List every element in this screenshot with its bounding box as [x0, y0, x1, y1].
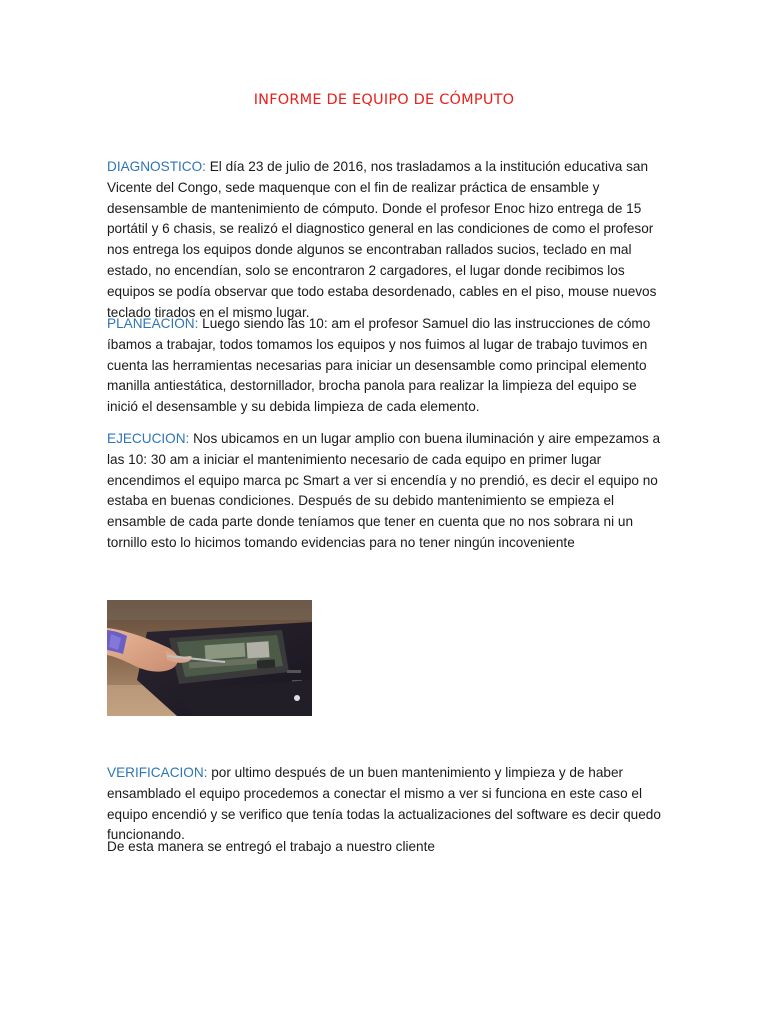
laptop-repair-photo: [107, 600, 312, 716]
cierre-paragraph: [107, 837, 667, 858]
planeacion-text: Luego siendo las 10: am el profesor Samuel dio las instrucciones de cómo íbamos a trabajar, todos tomamos los equipos y nos fuimos al lugar de trabajo tuvimos en cuenta las herramientas necesarias para iniciar un desensamble como principal elemento manilla antiestática, destornillador, brocha panola para realizar la limpieza del equipo se inició el desensamble y su debida limpieza de cada elemento.: [107, 316, 651, 415]
planeacion-paragraph: [107, 314, 667, 418]
planeacion-label: PLANEACION:: [107, 316, 199, 331]
verificacion-label: VERIFICACION:: [107, 765, 208, 780]
cierre-text: De esta manera se entregó el trabajo a nuestro cliente: [107, 839, 435, 854]
ejecucion-text: Nos ubicamos en un lugar amplio con buena iluminación y aire empezamos a las 10: 30 am a iniciar el mantenimiento necesario de cada equipo en primer lugar encendimos el equipo marca pc Smart a ver si encendía y no prendió, es decir el equipo no estaba en buenas condiciones. Después de su debido mantenimiento se empieza el ensamble de cada parte donde teníamos que tener en cuenta que no nos sobrara ni un tornillo esto lo hicimos tomando evidencias para no tener ningún incoveniente: [107, 431, 661, 550]
verificacion-text: por ultimo después de un buen mantenimiento y limpieza y de haber ensamblado el equipo procedemos a conectar el mismo a ver si funciona en este caso el equipo encendió y se verifico que tenía todas la actualizaciones del software es decir quedo funcionando.: [107, 765, 661, 843]
ejecucion-paragraph: [107, 429, 667, 554]
ejecucion-label: EJECUCION:: [107, 431, 190, 446]
document-title: INFORME DE EQUIPO DE CÓMPUTO: [253, 92, 515, 108]
diagnostico-text: El día 23 de julio de 2016, nos trasladamos a la institución educativa san Vicente del Congo, sede maquenque con el fin de realizar práctica de ensamble y desensamble de mantenimiento de cómputo. Donde el profesor Enoc hizo entrega de 15 portátil y 6 chasis, se realizó el diagnostico general en las condiciones de como el profesor nos entrega los equipos donde algunos se encontraban rallados sucios, teclado en mal estado, no encendían, solo se encontraron 2 cargadores, el lugar donde recibimos los equipos se podía observar que todo estaba desordenado, cables en el piso, mouse nuevos teclado tirados en el mismo lugar.: [107, 159, 657, 320]
diagnostico-paragraph: [107, 157, 667, 323]
verificacion-paragraph: [107, 763, 667, 846]
diagnostico-label: DIAGNOSTICO:: [107, 159, 206, 174]
